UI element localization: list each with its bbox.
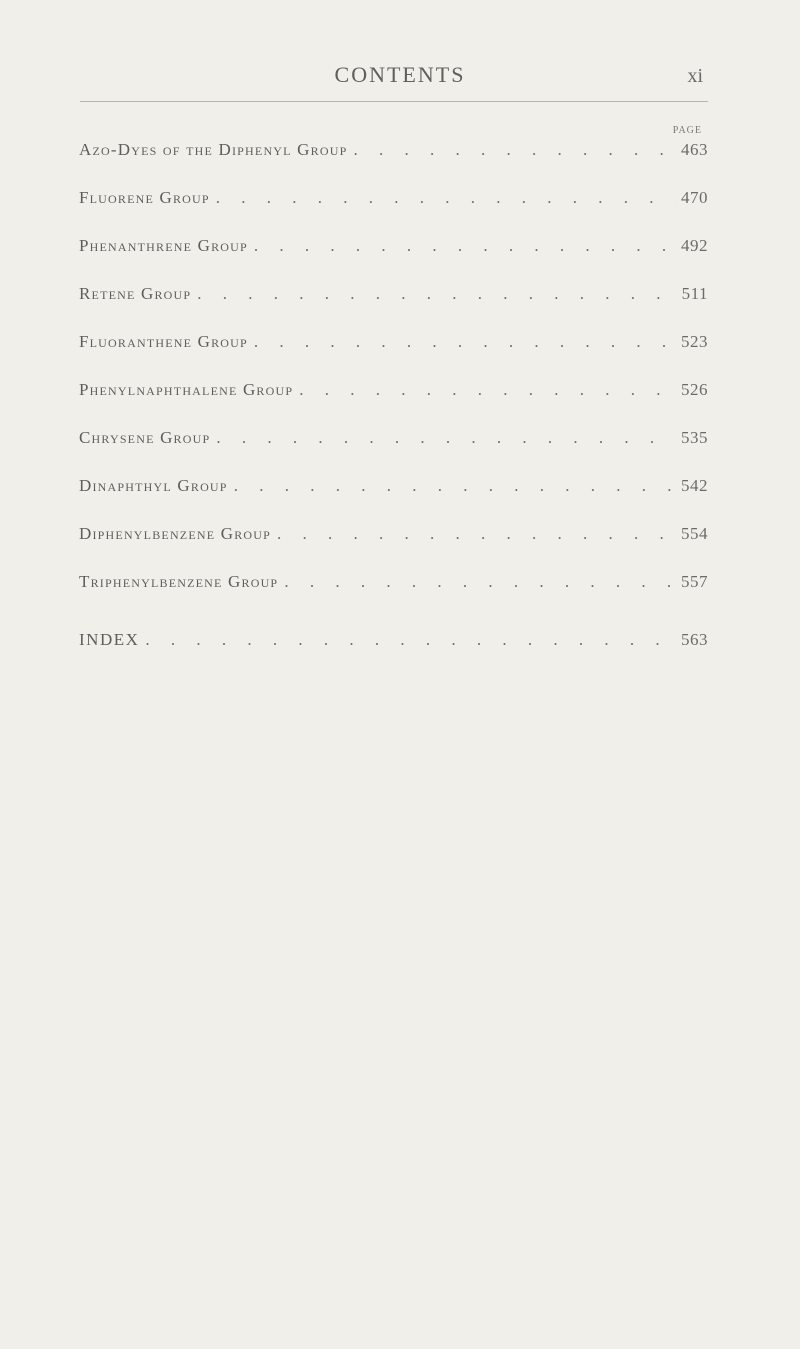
toc-entry (79, 284, 708, 306)
dot-leader (254, 236, 676, 256)
toc-entry-page: 526 (681, 380, 708, 399)
toc-entry-title: Phenylnaphthalene Group (79, 380, 294, 399)
dot-leader (197, 284, 676, 304)
toc-entry-title: INDEX (79, 630, 140, 649)
toc-entry-page: 492 (681, 236, 708, 255)
toc-entry (79, 380, 708, 402)
toc-entry-title: Fluoranthene Group (79, 332, 248, 351)
dot-leader (216, 428, 676, 448)
toc-entry-index (79, 630, 708, 652)
toc-entry-page: 542 (681, 476, 708, 495)
toc-entry-page: 523 (681, 332, 708, 351)
dot-leader (277, 524, 676, 544)
toc-entry-page: 511 (681, 284, 708, 303)
dot-leader (216, 188, 676, 208)
dot-leader (234, 476, 676, 496)
toc-entry (79, 524, 708, 546)
toc-entry-title: Fluorene Group (79, 188, 210, 207)
toc-entry (79, 332, 708, 354)
toc-entry-title: Azo-Dyes of the Diphenyl Group (79, 140, 348, 159)
toc-entry-title: Diphenylbenzene Group (79, 524, 271, 543)
toc-entry (79, 140, 708, 162)
toc-entry-title: Triphenylbenzene Group (79, 572, 279, 591)
dot-leader (353, 140, 676, 160)
toc-entry-page: 563 (681, 630, 708, 649)
toc-entry-page: 554 (681, 524, 708, 543)
toc-entry (79, 428, 708, 450)
toc-entry-page: 535 (681, 428, 708, 447)
toc-entry (79, 236, 708, 258)
toc-entry (79, 476, 708, 498)
header-rule (80, 101, 708, 102)
table-of-contents (79, 140, 708, 652)
toc-entry-page: 557 (681, 572, 708, 591)
toc-entry-title: Dinaphthyl Group (79, 476, 228, 495)
toc-entry-page: 463 (681, 140, 708, 159)
dot-leader (145, 630, 676, 650)
running-head-title: CONTENTS (334, 62, 466, 87)
toc-entry-page: 470 (681, 188, 708, 207)
toc-entry (79, 188, 708, 210)
dot-leader (299, 380, 676, 400)
toc-entry (79, 572, 708, 594)
toc-entry-title: Phenanthrene Group (79, 236, 248, 255)
toc-entry-title: Chrysene Group (79, 428, 211, 447)
toc-entry-title: Retene Group (79, 284, 192, 303)
dot-leader (284, 572, 676, 592)
dot-leader (254, 332, 676, 352)
page-column-heading: PAGE (672, 125, 702, 136)
running-head-page-number: xi (687, 65, 703, 87)
